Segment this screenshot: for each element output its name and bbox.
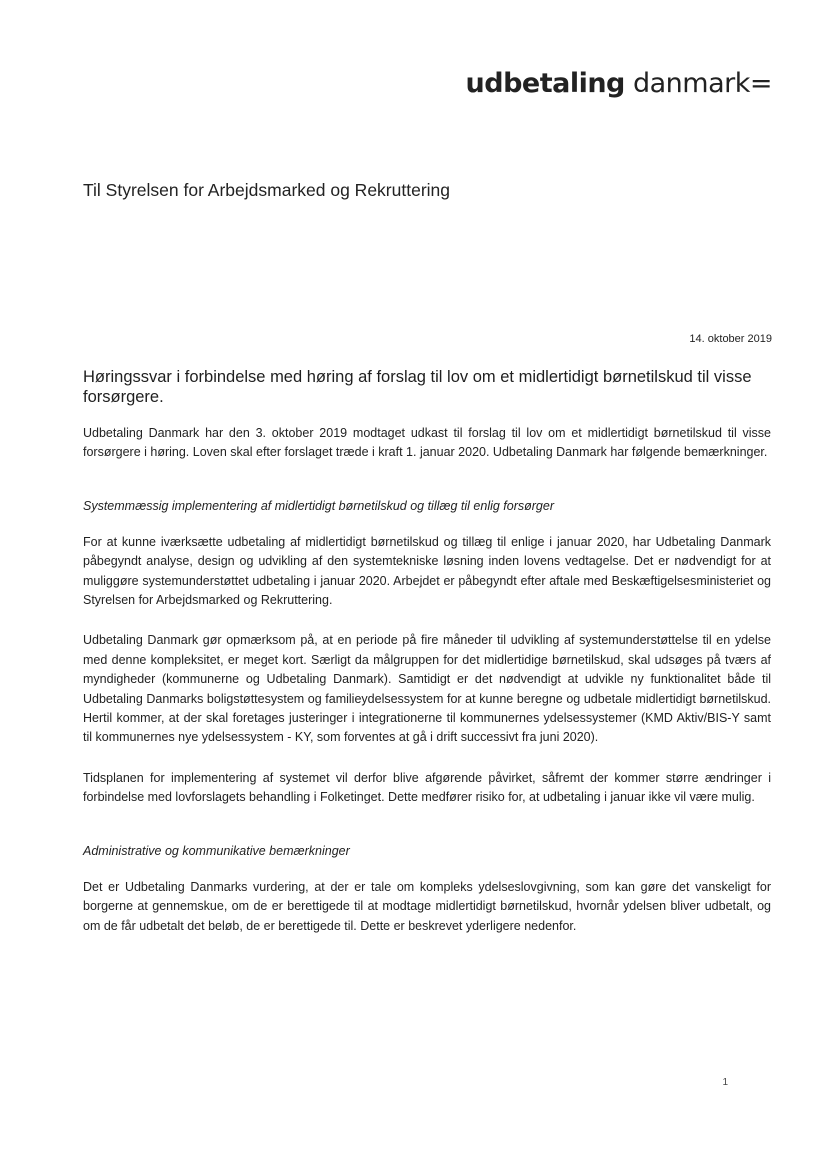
logo-strong: udbetaling: [465, 68, 625, 99]
logo: [466, 68, 772, 99]
document-date: 14. oktober 2019: [689, 333, 772, 345]
section-heading-system: Systemmæssig implementering af midlertidigt børnetilskud og tillæg til enlig forsørger: [83, 498, 555, 513]
paragraph: Udbetaling Danmark gør opmærksom på, at en periode på fire måneder til udvikling af systemunderstøttelse til en ydelse med denne kompleksitet, er meget kort. Særligt da målgruppen for det midlertidige børnetilskud, skal udsøges på tværs af myndigheder (kommunerne og Udbetaling Danmark). Samtidigt er det nødvendigt at udvikle ny funktionalitet både til Udbetaling Danmarks boligstøttesystem og familieydelsessystem for at kunne beregne og udbetale midlertidigt børnetilskud. Hertil kommer, at der skal foretages justeringer i integrationerne til kommunernes ydelsessystemer (KMD Aktiv/BIS-Y samt til kommunernes nye ydelsessystem - KY, som forventes at gå i drift successivt fra juni 2020).: [83, 633, 771, 745]
paragraph: Tidsplanen for implementering af systemet vil derfor blive afgørende påvirket, såfremt der kommer større ændringer i forbindelse med lovforslagets behandling i Folketinget. Dette medfører risiko for, at udbetaling i januar ikke vil være mulig.: [83, 770, 771, 805]
section-heading-administrative: Administrative og kommunikative bemærkninger: [83, 843, 350, 858]
paragraph: Det er Udbetaling Danmarks vurdering, at der er tale om kompleks ydelseslovgivning, som kan gøre det vanskeligt for borgerne at gennemskue, om de er berettigede til at modtage midlertidigt børnetilskud, hvornår ydelsen bliver udbetalt, og om de får udbetalt det beløb, de er berettigede til. Dette er beskrevet yderligere nedenfor.: [83, 879, 771, 933]
recipient-line: Til Styrelsen for Arbejdsmarked og Rekruttering: [83, 180, 451, 200]
document-body: [83, 367, 771, 957]
page-number: 1: [722, 1077, 728, 1088]
document-title: Høringssvar i forbindelse med høring af forslag til lov om et midlertidigt børnetilskud til visse forsørgere.: [83, 368, 752, 406]
logo-light: danmark=: [632, 68, 772, 99]
intro-paragraph: Udbetaling Danmark har den 3. oktober 2019 modtaget udkast til forslag til lov om et midlertidigt børnetilskud til visse forsørgere i høring. Loven skal efter forslaget træde i kraft 1. januar 2020. Udbetaling Danmark har følgende bemærkninger.: [83, 426, 771, 460]
paragraph: For at kunne iværksætte udbetaling af midlertidigt børnetilskud og tillæg til enlige i januar 2020, har Udbetaling Danmark påbegyndt analyse, design og udvikling af den systemtekniske løsning inden lovens vedtagelse. Det er nødvendigt for at muliggøre systemunderstøttet udbetaling i januar 2020. Arbejdet er påbegyndt efter aftale med Beskæftigelsesministeriet og Styrelsen for Arbejdsmarked og Rekruttering.: [83, 534, 771, 608]
